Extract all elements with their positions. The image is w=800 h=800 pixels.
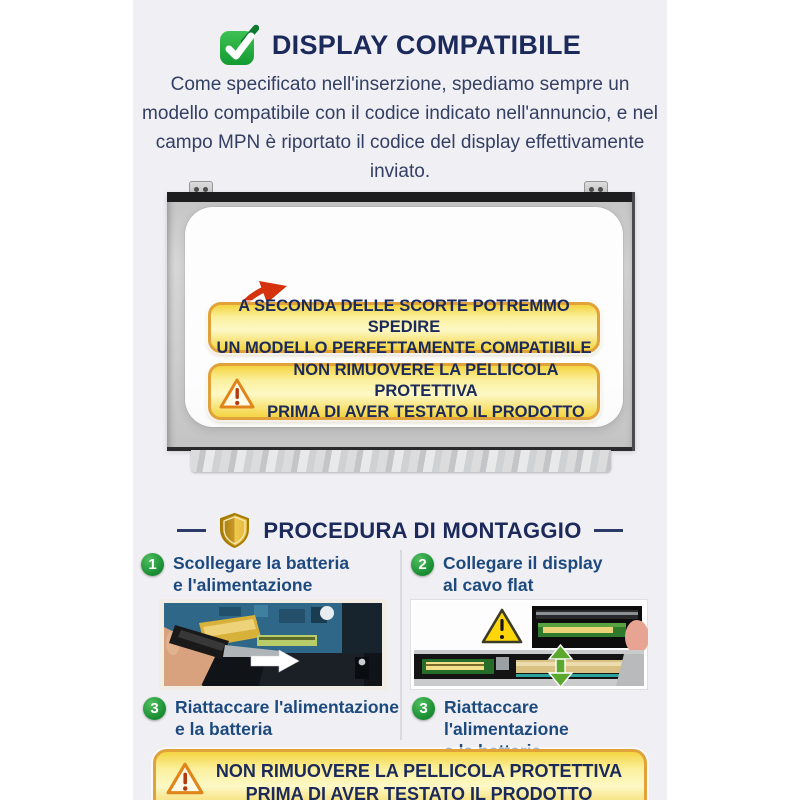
panel-right-edge xyxy=(632,192,635,451)
rule-left xyxy=(177,529,206,532)
panel-top-strip xyxy=(167,192,635,202)
lcd-panel-illustration xyxy=(167,181,635,477)
stock-note-box xyxy=(208,297,600,357)
header xyxy=(133,24,667,66)
step-1 xyxy=(141,552,349,596)
step-3-left xyxy=(143,696,399,740)
step-2-badge: 2 xyxy=(411,553,434,576)
rule-right xyxy=(594,529,623,532)
step-2-line1: Collegare il display xyxy=(443,553,603,573)
step-1-line1: Scollegare la batteria xyxy=(173,553,350,573)
stock-note-line2: UN MODELLO PERFETTAMENTE COMPATIBILE xyxy=(216,339,592,357)
step-3-right-line1: Riattaccare l'alimentazione xyxy=(444,697,569,739)
content-column xyxy=(133,0,667,800)
step-3-left-line1: Riattaccare l'alimentazione xyxy=(175,697,399,717)
column-divider xyxy=(400,550,402,740)
foil-strip xyxy=(191,450,611,472)
step-3-left-line2: e la batteria xyxy=(175,719,273,739)
step-1-line2: e l'alimentazione xyxy=(173,575,313,595)
warning-triangle-icon xyxy=(166,761,204,797)
stock-note-line1: A SECONDA DELLE SCORTE POTREMMO SPEDIRE xyxy=(238,297,570,336)
shield-icon xyxy=(218,512,251,549)
step-2-line2: al cavo flat xyxy=(443,575,534,595)
step-1-badge: 1 xyxy=(141,553,164,576)
procedure-title: PROCEDURA DI MONTAGGIO xyxy=(263,517,582,543)
page-title: DISPLAY COMPATIBILE xyxy=(271,29,582,60)
photo-connect-flat-cable xyxy=(410,599,648,690)
step-2 xyxy=(411,552,603,596)
step-3-right-badge: 3 xyxy=(412,697,435,720)
checkmark-icon xyxy=(219,24,259,66)
warning-triangle-icon xyxy=(219,377,255,411)
step-3-left-badge: 3 xyxy=(143,697,166,720)
intro-text: Come specificato nell'inserzione, spediamo sempre un modello compatibile con il codice indicato nell'annuncio, e nel campo MPN è riportato il codice del display effettivamente inviato. xyxy=(142,74,658,182)
film-warning-box xyxy=(208,363,600,420)
film-warning-line1: NON RIMUOVERE LA PELLICOLA PROTETTIVA xyxy=(293,361,559,400)
footer-warning-line2: PRIMA DI AVER TESTATO IL PRODOTTO xyxy=(245,784,593,800)
footer-warning-box xyxy=(153,749,647,800)
footer-warning-line1: NON RIMUOVERE LA PELLICOLA PROTETTIVA xyxy=(215,761,623,781)
procedure-header xyxy=(133,512,667,549)
film-warning-line2: PRIMA DI AVER TESTATO IL PRODOTTO xyxy=(267,403,585,421)
photo-disconnect-battery xyxy=(159,599,387,690)
